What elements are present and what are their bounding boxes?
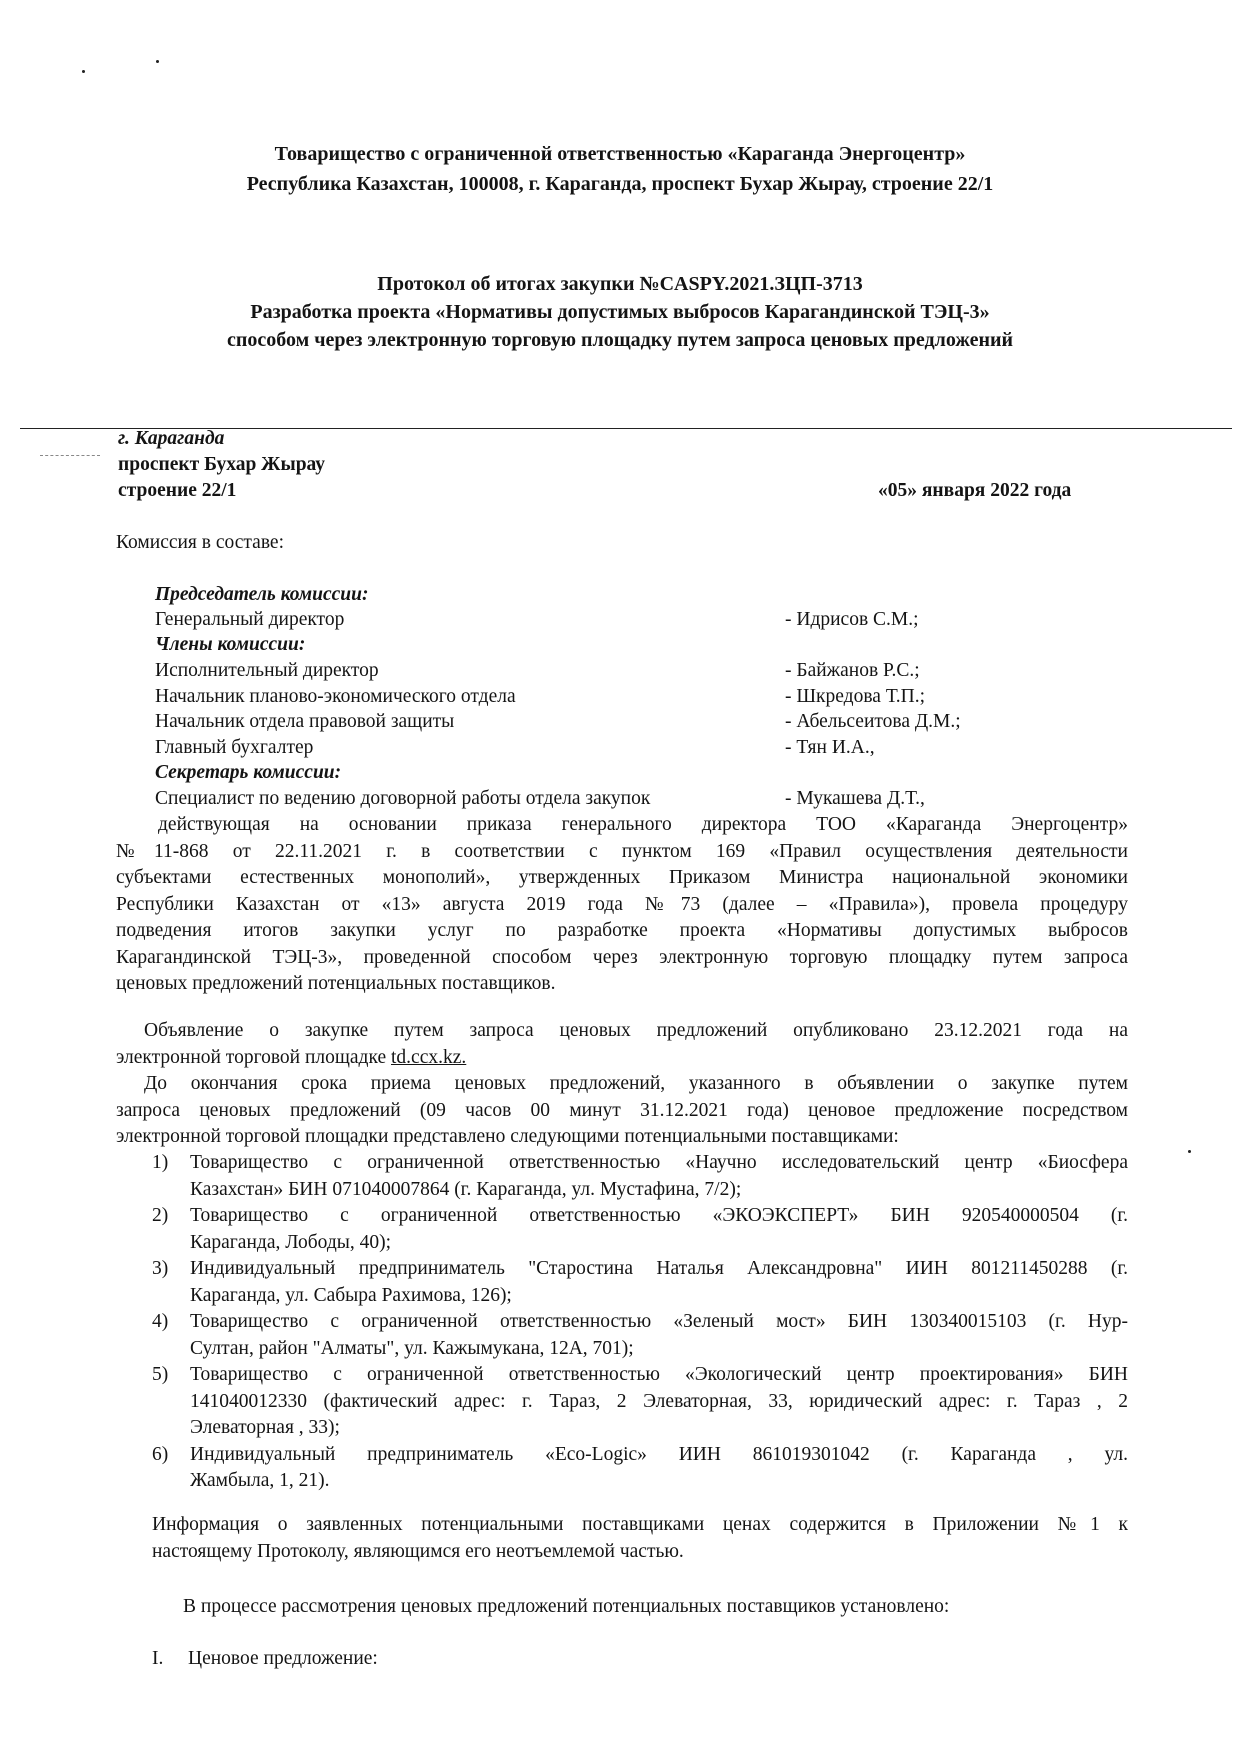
list-number: 6): [152, 1443, 169, 1465]
role: Специалист по ведению договорной работы отдела закупок: [155, 788, 651, 809]
section-title: Ценовое предложение:: [188, 1648, 378, 1669]
paragraph-procedure: [116, 812, 1128, 998]
scan-dash: [40, 455, 100, 456]
list-number: 4): [152, 1311, 169, 1332]
section-number: I.: [152, 1648, 164, 1669]
protocol-subject: Разработка проекта «Нормативы допустимых выбросов Карагандинской ТЭЦ-3»: [250, 301, 990, 323]
paragraph-announcement: [116, 1018, 1128, 1071]
person: - Тян И.А.,: [785, 737, 875, 758]
place-city: г. Караганда: [118, 428, 225, 449]
text-line: Товарищество с ограниченной ответственностью «Научно исследовательский центр «Биосфера: [190, 1152, 1128, 1173]
text-line: Караганда, ул. Сабыра Рахимова, 126);: [190, 1284, 512, 1306]
list-number: 1): [152, 1152, 169, 1173]
role: Главный бухгалтер: [155, 737, 314, 758]
list-item: [152, 1362, 1128, 1442]
text-line: №11-868 от 22.11.2021 г. в соответствии с пунктом 169 «Правил осуществления деятельности: [116, 840, 1128, 862]
protocol-method: способом через электронную торговую площадку путем запроса ценовых предложений: [226, 329, 1014, 351]
role: Начальник планово-экономического отдела: [155, 686, 516, 707]
text-line: Карагандинской ТЭЦ-3», проведенной способом через электронную торговую площадку путем запроса: [116, 946, 1128, 968]
text-fragment: электронной торговой площадке: [116, 1046, 391, 1068]
secretary-heading: Секретарь комиссии:: [155, 762, 342, 783]
text-line: Республики Казахстан от «13» августа 2019 года №73 (далее – «Правила»), провела процедуру: [116, 893, 1128, 915]
text-line: Индивидуальный предприниматель «Eco-Logic» ИИН 861019301042 (г. Караганда , ул.: [190, 1443, 1128, 1465]
text-line: Казахстан» БИН 071040007864 (г. Караганда, ул. Мустафина, 7/2);: [190, 1178, 742, 1200]
protocol-title: Протокол об итогах закупки №CASPY.2021.ЗЦП-3713: [377, 273, 863, 295]
text-line: Товарищество с ограниченной ответственностью «Зеленый мост» БИН 130340015103 (г. Нур-: [190, 1311, 1128, 1332]
text-line: Султан, район "Алматы", ул. Кажымукана, 12А, 701);: [190, 1337, 634, 1359]
text-line: Элеваторная , 33);: [190, 1417, 340, 1438]
person: - Шкредова Т.П.;: [785, 686, 926, 707]
chair-heading: Председатель комиссии:: [155, 584, 369, 605]
company-name: Товарищество с ограниченной ответственностью «Караганда Энергоцентр»: [274, 143, 966, 165]
paragraph-appendix: [152, 1512, 1128, 1565]
paragraph-deadline: [116, 1071, 1128, 1151]
text-line: электронной торговой площадки представлено следующими потенциальными поставщиками:: [116, 1126, 899, 1147]
list-number: 3): [152, 1258, 169, 1279]
text-line: Товарищество с ограниченной ответственностью «Экологический центр проектирования» БИН: [190, 1364, 1128, 1385]
role: Исполнительный директор: [155, 660, 379, 681]
place-street: проспект Бухар Жырау: [118, 454, 326, 475]
text-line: настоящему Протоколу, являющимся его неотъемлемой частью.: [152, 1540, 684, 1562]
person: - Байжанов Р.С.;: [785, 660, 920, 681]
role: Начальник отдела правовой защиты: [155, 711, 455, 732]
document-date: «05» января 2022 года: [878, 480, 1072, 501]
person: - Идрисов С.М.;: [785, 609, 919, 630]
commission-intro: Комиссия в составе:: [116, 532, 284, 553]
scan-speck: [156, 60, 159, 63]
text-line: действующая на основании приказа генерального директора ТОО «Караганда Энергоцентр»: [158, 814, 1128, 835]
list-number: 5): [152, 1364, 169, 1385]
role: Генеральный директор: [155, 609, 345, 630]
text-line: До окончания срока приема ценовых предложений, указанного в объявлении о закупке путем: [144, 1073, 1128, 1094]
text-line: ценовых предложений потенциальных поставщиков.: [116, 973, 556, 994]
company-address: Республика Казахстан, 100008, г. Караганда, проспект Бухар Жырау, строение 22/1: [246, 173, 994, 195]
text-line: подведения итогов закупки услуг по разработке проекта «Нормативы допустимых выбросов: [116, 920, 1128, 941]
scan-speck: [1188, 1150, 1191, 1153]
list-item: [152, 1256, 1128, 1309]
text-line: Товарищество с ограниченной ответственностью «ЭКОЭКСПЕРТ» БИН 920540000504 (г.: [190, 1205, 1128, 1226]
list-item: [152, 1203, 1128, 1256]
platform-link[interactable]: td.ccx.kz.: [391, 1046, 467, 1068]
paragraph-findings: В процессе рассмотрения ценовых предложений потенциальных поставщиков установлено:: [183, 1596, 950, 1617]
scan-speck: [82, 70, 85, 73]
text-line: [116, 1045, 1128, 1072]
list-number: 2): [152, 1205, 169, 1226]
person: - Абельсеитова Д.М.;: [785, 711, 961, 732]
person: - Мукашева Д.Т.,: [785, 788, 925, 809]
text-line: Караганда, Лободы, 40);: [190, 1231, 392, 1253]
text-line: Жамбыла, 1, 21).: [190, 1470, 330, 1491]
list-item: [152, 1309, 1128, 1362]
text-line: Объявление о закупке путем запроса ценовых предложений опубликовано 23.12.2021 года на: [144, 1020, 1128, 1041]
place-building: строение 22/1: [118, 480, 237, 501]
list-item: [152, 1150, 1128, 1203]
supplier-list: [152, 1150, 1128, 1495]
members-heading: Члены комиссии:: [155, 634, 306, 655]
text-line: запроса ценовых предложений (09 часов 00 минут 31.12.2021 года) ценовое предложение посредством: [116, 1099, 1128, 1121]
list-item: [152, 1442, 1128, 1495]
text-line: Индивидуальный предприниматель "Старостина Наталья Александровна" ИИН 801211450288 (г.: [190, 1258, 1128, 1279]
text-line: субъектами естественных монополий», утвержденных Приказом Министра национальной экономики: [116, 867, 1128, 888]
text-line: Информация о заявленных потенциальными поставщиками ценах содержится в Приложении №1 к: [152, 1514, 1128, 1535]
text-line: 141040012330 (фактический адрес: г. Тараз, 2 Элеваторная, 33, юридический адрес: г. Тараз , 2: [190, 1390, 1128, 1412]
